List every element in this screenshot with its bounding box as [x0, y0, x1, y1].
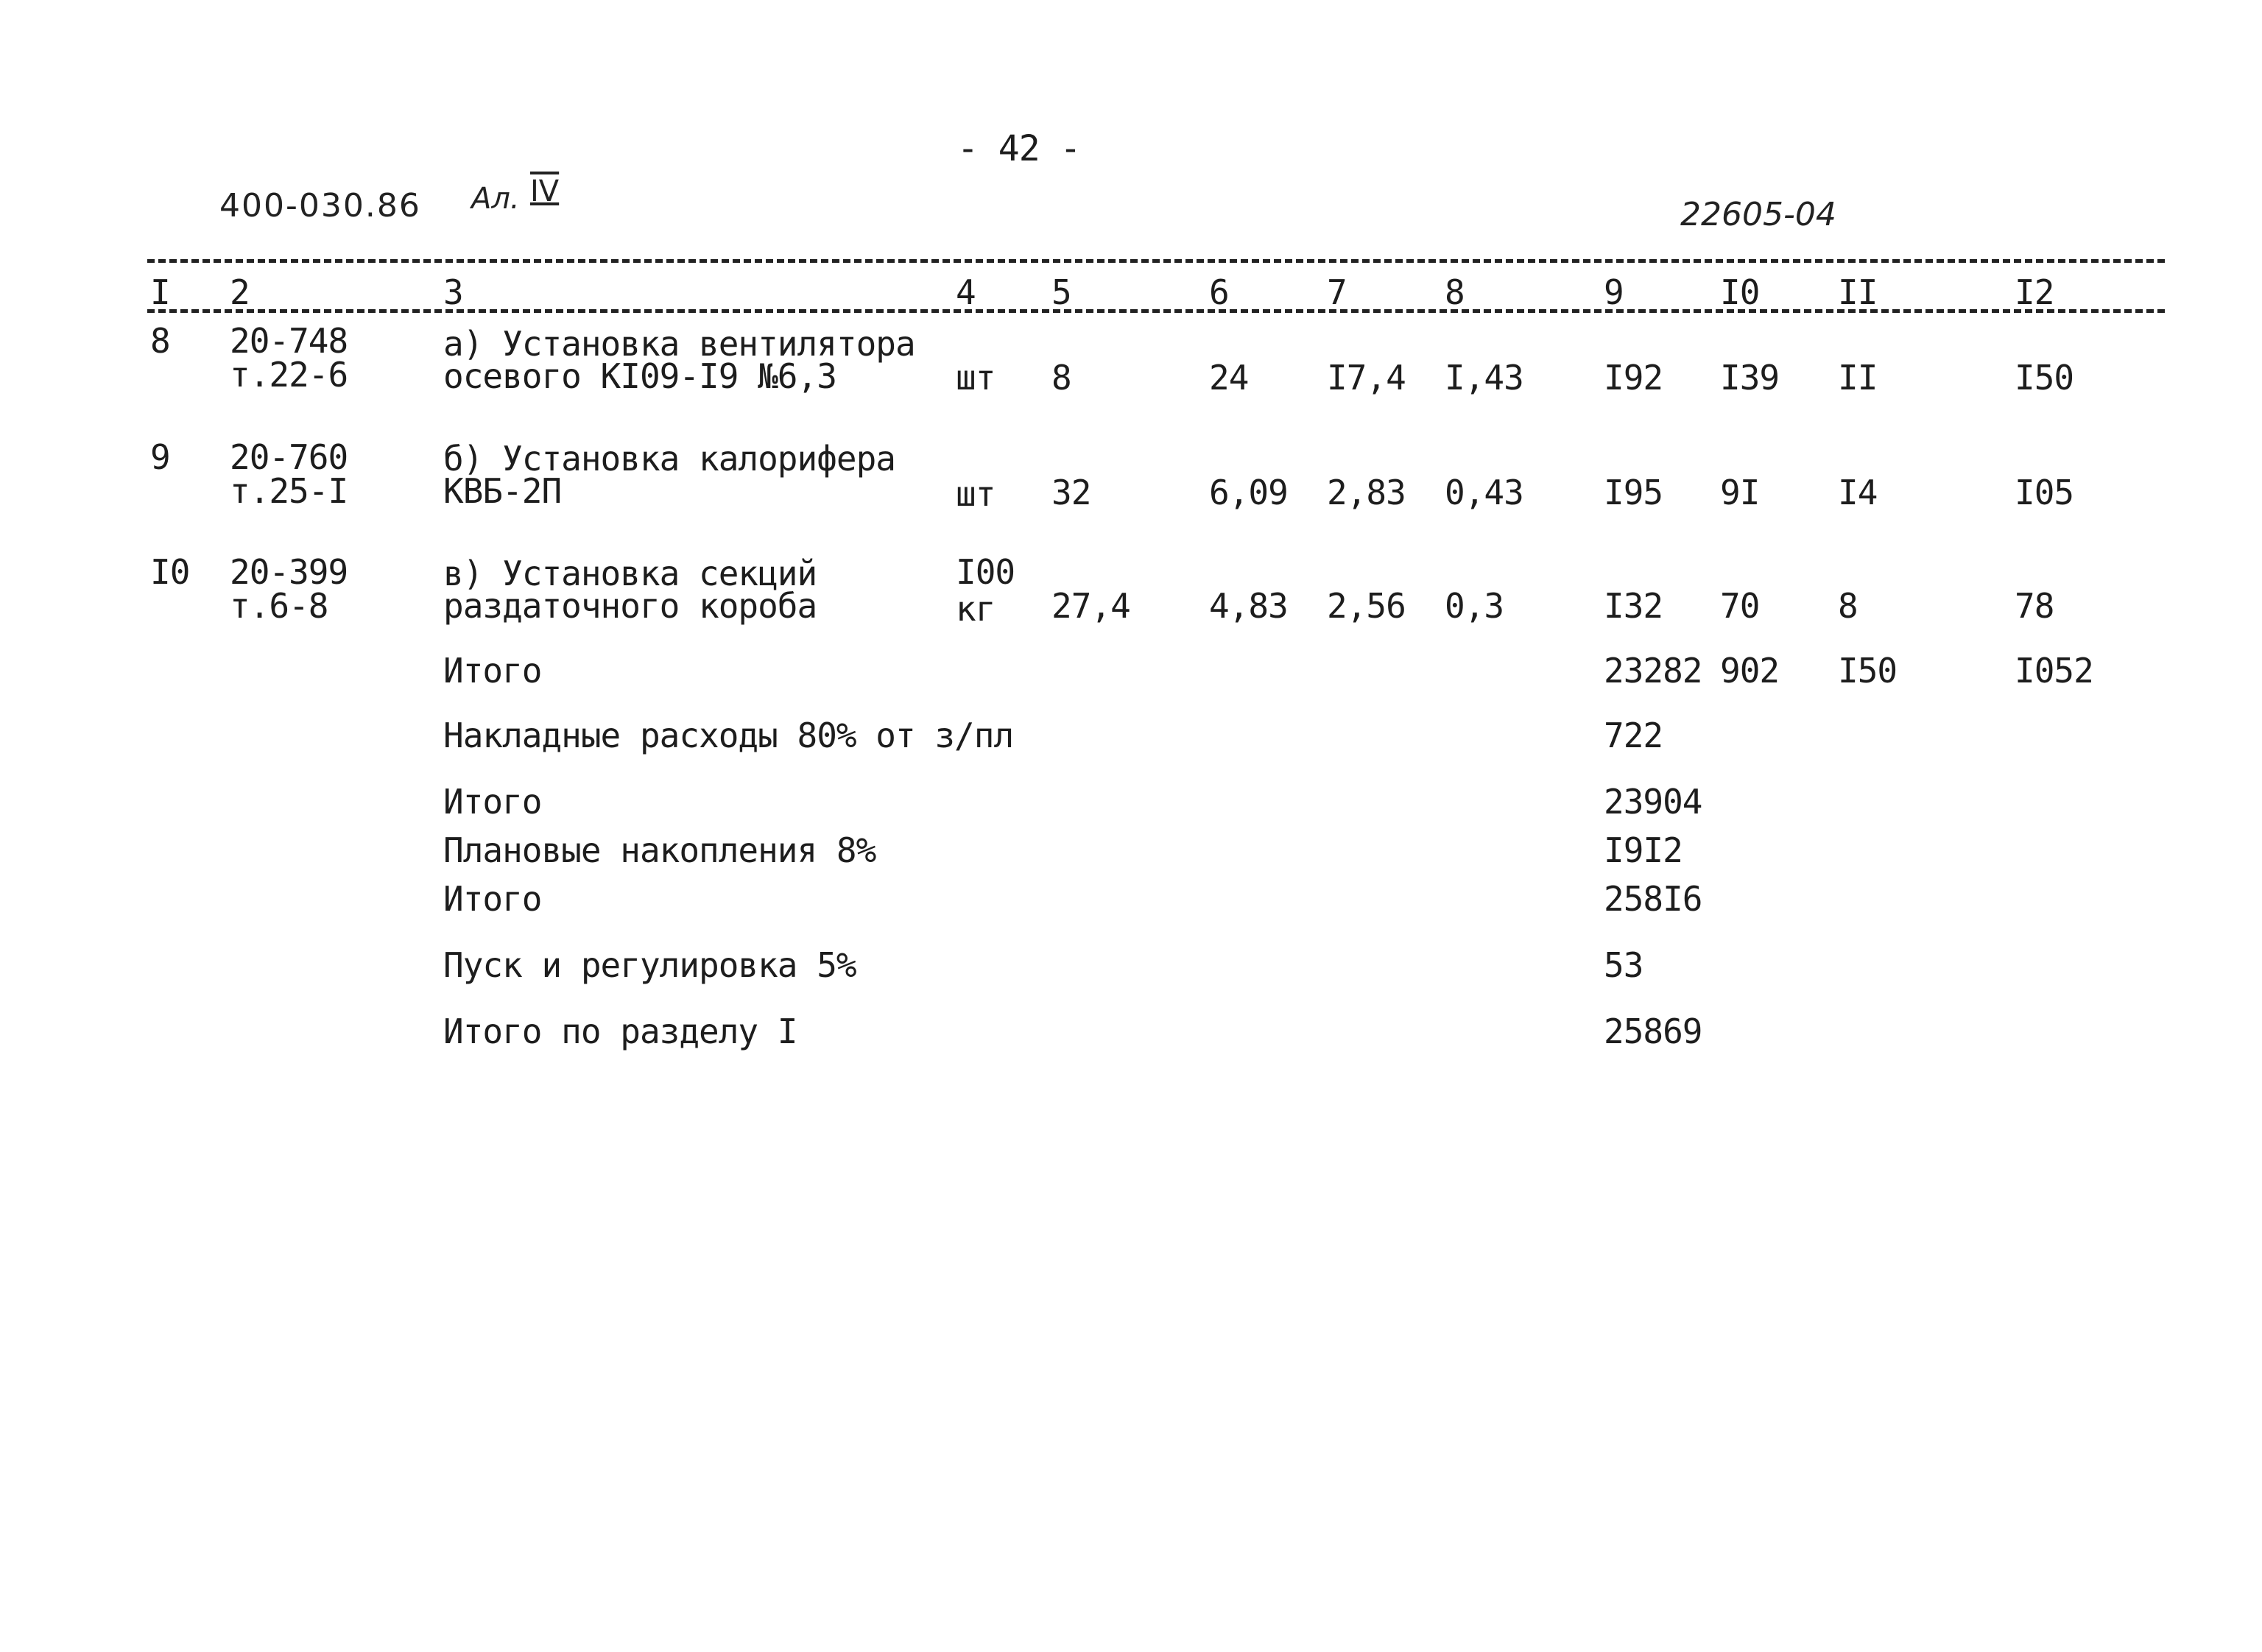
cell-total-cost: I95	[1604, 473, 1663, 512]
totals-cost: 258I6	[1604, 879, 1702, 919]
cell-unit-wages: 2,56	[1327, 586, 1406, 626]
work-name-line2: осевого КI09-I9 №6,3	[443, 356, 836, 396]
cell-unit-price: 24	[1209, 358, 1249, 398]
col-header-6: 6	[1209, 272, 1229, 312]
col-header-9: 9	[1604, 272, 1624, 312]
cell-unit-machines: 0,43	[1445, 473, 1523, 512]
row-number: 9	[150, 437, 170, 477]
col-header-1: I	[150, 272, 170, 312]
totals-label: Итого по разделу I	[443, 1012, 797, 1051]
unit: кг	[956, 589, 996, 629]
document-code: 400-030.86	[219, 187, 421, 225]
norm-table: т.22-6	[230, 355, 348, 395]
cell-unit-machines: I,43	[1445, 358, 1523, 398]
page-number: - 42 -	[957, 128, 1081, 169]
row-number: 8	[150, 321, 170, 361]
work-name-line2: раздаточного короба	[443, 586, 817, 626]
totals-cost: 722	[1604, 716, 1663, 755]
totals-cost: I9I2	[1604, 830, 1683, 870]
cell-unit-wages: 2,83	[1327, 473, 1406, 512]
cell-quantity: 8	[1051, 358, 1071, 398]
table-top-rule	[147, 259, 2165, 263]
row-number: I0	[150, 552, 190, 592]
unit: шт	[956, 474, 996, 514]
work-name-line1: в) Установка секций	[443, 554, 817, 593]
cell-total-wages: 9I	[1720, 473, 1760, 512]
col-header-10: I0	[1720, 272, 1760, 312]
col-header-7: 7	[1327, 272, 1347, 312]
cell-unit-price: 4,83	[1209, 586, 1288, 626]
totals-label: Итого	[443, 782, 542, 822]
totals-machines: I50	[1838, 651, 1898, 691]
totals-label: Пуск и регулировка 5%	[443, 945, 856, 985]
totals-label: Плановые накопления 8%	[443, 830, 876, 870]
norm-table: т.6-8	[230, 586, 328, 626]
totals-cost: 23904	[1604, 782, 1702, 822]
col-header-2: 2	[230, 272, 250, 312]
totals-cost: 23282	[1604, 651, 1702, 691]
totals-label: Итого	[443, 879, 542, 919]
col-header-4: 4	[956, 272, 976, 312]
norm-code: 20-760	[230, 437, 348, 477]
cell-unit-price: 6,09	[1209, 473, 1288, 512]
totals-wages: 902	[1720, 651, 1780, 691]
cell-total-12: I50	[2015, 358, 2074, 398]
totals-cost: 53	[1604, 945, 1643, 985]
totals-cost: 25869	[1604, 1012, 1702, 1051]
cell-total-machines: II	[1838, 358, 1878, 398]
cell-quantity: 27,4	[1051, 586, 1130, 626]
cell-total-12: I05	[2015, 473, 2074, 512]
totals-label: Итого	[443, 651, 542, 691]
unit: шт	[956, 358, 996, 398]
totals-label: Накладные расходы 80% от з/пл	[443, 716, 1014, 755]
work-name-line2: КВБ-2П	[443, 471, 562, 511]
col-header-3: 3	[443, 272, 463, 312]
cell-unit-machines: 0,3	[1445, 586, 1504, 626]
norm-table: т.25-I	[230, 471, 348, 511]
norm-code: 20-399	[230, 552, 348, 592]
cell-total-cost: I32	[1604, 586, 1663, 626]
cell-total-cost: I92	[1604, 358, 1663, 398]
col-header-8: 8	[1445, 272, 1465, 312]
totals-col12: I052	[2015, 651, 2093, 691]
cell-quantity: 32	[1051, 473, 1091, 512]
cell-total-machines: I4	[1838, 473, 1878, 512]
cell-total-12: 78	[2015, 586, 2054, 626]
sheet-numeral: IV	[530, 174, 560, 208]
col-header-5: 5	[1051, 272, 1071, 312]
cell-total-wages: I39	[1720, 358, 1780, 398]
cell-total-machines: 8	[1838, 586, 1858, 626]
norm-code: 20-748	[230, 321, 348, 361]
handwritten-stamp: 22605-04	[1680, 196, 1836, 233]
unit-qty: I00	[956, 552, 1015, 592]
work-name-line1: б) Установка калорифера	[443, 439, 895, 479]
cell-unit-wages: I7,4	[1327, 358, 1406, 398]
work-name-line1: а) Установка вентилятора	[443, 324, 915, 364]
cell-total-wages: 70	[1720, 586, 1760, 626]
sheet-label: Ал.	[471, 182, 520, 216]
col-header-12: I2	[2015, 272, 2054, 312]
col-header-11: II	[1838, 272, 1878, 312]
